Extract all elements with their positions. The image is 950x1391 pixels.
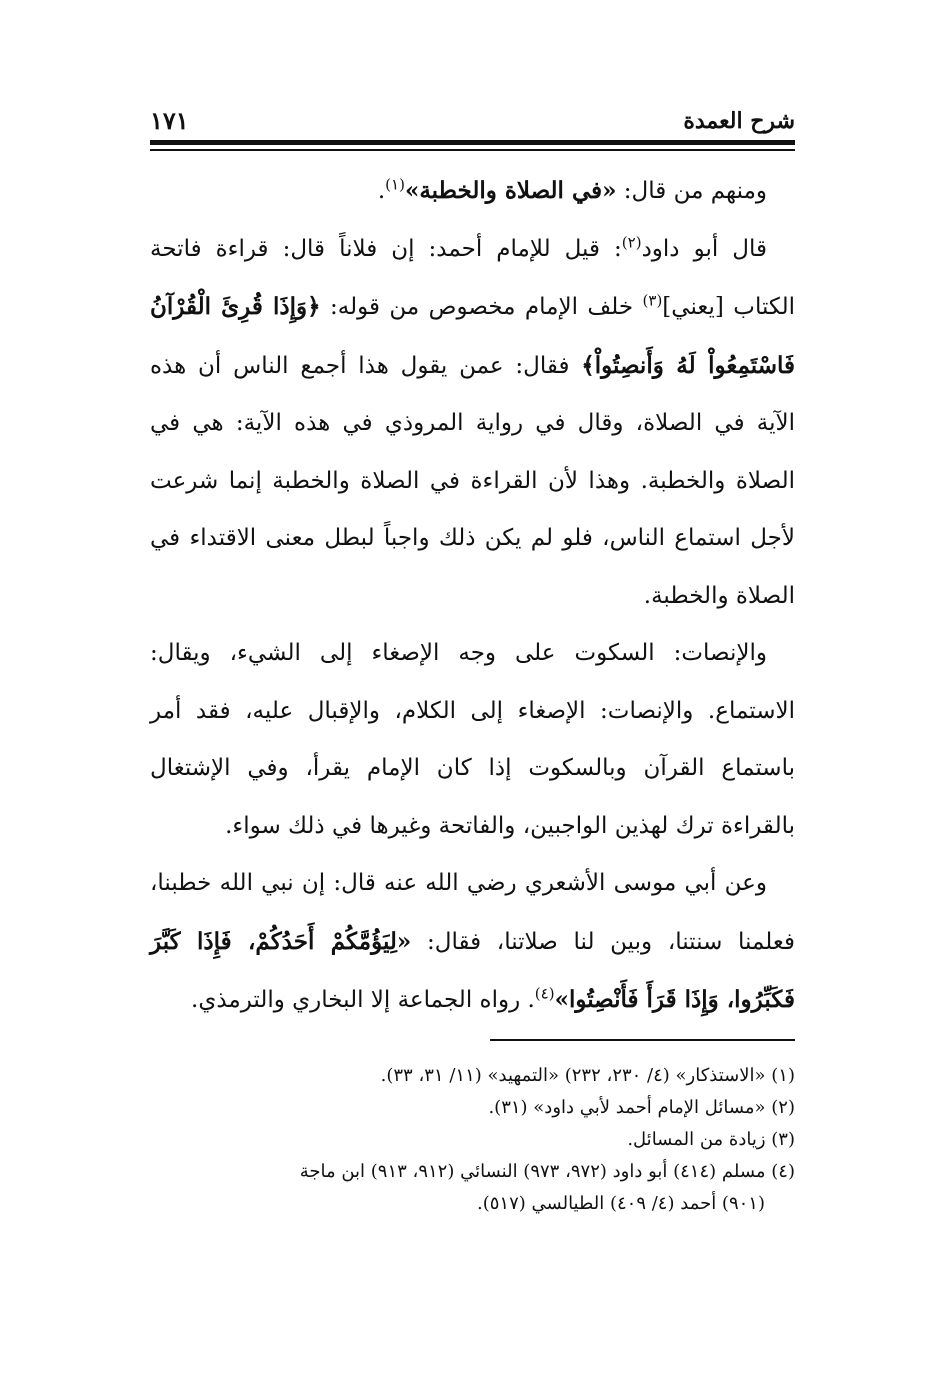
header-rule-thick	[150, 140, 795, 145]
footnotes	[150, 1060, 795, 1220]
footnote-4: (٤) مسلم (٤١٤) أبو داود (٩٧٢، ٩٧٣) النسائي (٩١٢، ٩١٣) ابن ماجة	[299, 1161, 795, 1182]
footnote-separator	[490, 1039, 795, 1041]
paragraph-2	[150, 221, 795, 626]
page-number: ١٧١	[150, 106, 189, 135]
paragraph-3	[150, 625, 795, 855]
footnote-1: (١) «الاستذكار» (٤/ ٢٣٠، ٢٣٢) «التمهيد» (١١/ ٣١، ٣٣).	[380, 1065, 795, 1086]
p2-text-a: قال أبو داود	[641, 235, 767, 262]
footnote-ref-2: (٢)	[621, 232, 642, 251]
header-rule-thin	[150, 149, 795, 151]
p4-text-b: . رواه الجماعة إلا البخاري والترمذي.	[191, 987, 535, 1013]
footnote-ref-3: (٣)	[642, 291, 663, 310]
main-text	[150, 162, 795, 1030]
p1-text-a: ومنهم من قال:	[616, 178, 767, 204]
p3-text: والإنصات: السكوت على وجه الإصغاء إلى الشيء، ويقال: الاستماع. والإنصات: الإصغاء إلى الكلام، والإقبال عليه، فقد أمر باستماع القرآن وبالسكوت إذا كان الإمام يقرأ، وفي الإشتغال بالقراءة ترك لهذين الواجبين، والفاتحة وغيرها في ذلك سواء.	[150, 640, 795, 839]
footnote-2: (٢) «مسائل الإمام أحمد لأبي داود» (٣١).	[488, 1097, 795, 1118]
footnote-3: (٣) زيادة من المسائل.	[627, 1129, 795, 1150]
paragraph-1	[150, 162, 795, 221]
p2-text-b: : قيل للإمام أحمد: إن فلاناً قال: قراءة فاتحة الكتاب [يعني]	[150, 235, 795, 320]
footnote-ref-4: (٤)	[534, 984, 555, 1003]
hadith-quote: «لِيَؤُمَّكُمْ أَحَدُكُمْ، فَإِذَا كَبَّرَ فَكَبِّرُوا، وَإِذَا قَرَأَ فَأَنْصِتُوا»	[150, 927, 795, 1013]
p2-text-c: خلف الإمام مخصوص من قوله:	[320, 294, 643, 320]
quran-verse: ﴿وَإِذَا قُرِئَ الْقُرْآنُ فَاسْتَمِعُواْ لَهُ وَأَنصِتُواْ﴾	[150, 293, 796, 379]
p2-text-d: فقال: عمن يقول هذا أجمع الناس أن هذه الآية في الصلاة، وقال في رواية المروذي في هذه الآية: هي في الصلاة والخطبة. وهذا لأن القراءة في الصلاة والخطبة إنما شرعت لأجل استماع الناس، فلو لم يكن ذلك واجباً لبطل معنى الاقتداء في الصلاة والخطبة.	[150, 352, 795, 609]
p1-text-b: .	[377, 178, 386, 204]
footnote-ref-1: (١)	[385, 175, 405, 194]
p1-quote: «في الصلاة والخطبة»	[404, 177, 617, 204]
footnote-4-continued: (٩٠١) أحمد (٤/ ٤٠٩) الطيالسي (٥١٧).	[477, 1193, 765, 1214]
page-header	[150, 100, 795, 140]
paragraph-4	[150, 855, 795, 1030]
running-title: شرح العمدة	[683, 108, 795, 134]
p4-text-a: وعن أبي موسى الأشعري رضي الله عنه قال: إن نبي الله خطبنا، فعلمنا سنتنا، وبين لنا صلاتنا، فقال:	[150, 870, 795, 955]
